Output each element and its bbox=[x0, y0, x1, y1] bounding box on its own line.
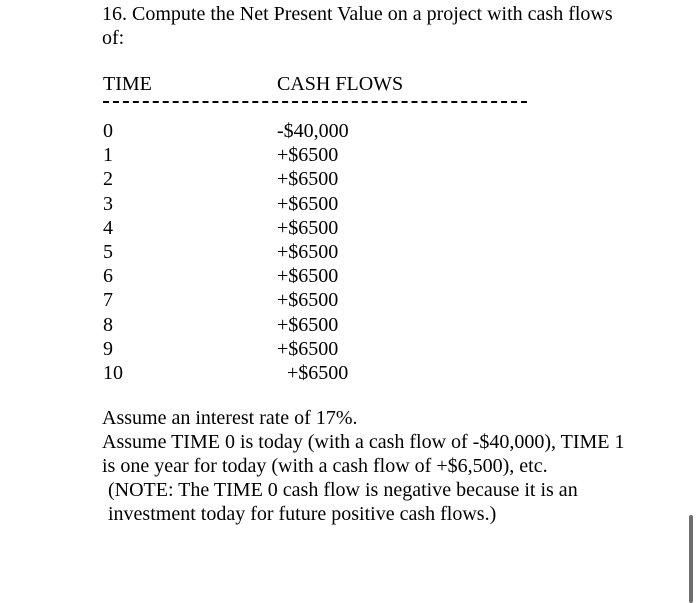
cash-flow-cell: +$6500 bbox=[277, 265, 339, 288]
cash-flow-cell: +$6500 bbox=[277, 313, 339, 336]
assumptions-block bbox=[102, 406, 642, 526]
time-cell: 6 bbox=[103, 265, 113, 288]
time-cell: 9 bbox=[103, 337, 113, 360]
table-row bbox=[103, 167, 403, 191]
cash-flow-cell: -$40,000 bbox=[277, 120, 349, 142]
scrollbar[interactable] bbox=[689, 515, 693, 603]
dashed-divider bbox=[103, 101, 527, 103]
table-row bbox=[103, 216, 403, 240]
cash-flow-cell: +$6500 bbox=[277, 192, 339, 215]
time-cell: 1 bbox=[103, 144, 113, 167]
time-cell: 3 bbox=[103, 192, 113, 215]
time-assumption-text: Assume TIME 0 is today (with a cash flow of -$40,000), TIME 1 is one year for today (with a cash flow of +$6,500), etc. bbox=[102, 431, 625, 477]
time-cell: 10 bbox=[103, 361, 123, 384]
time-cell: 7 bbox=[103, 289, 113, 312]
cash-flow-table bbox=[103, 119, 403, 385]
time-cell: 8 bbox=[103, 313, 113, 336]
time-cell: 2 bbox=[103, 168, 113, 191]
time-cell: 0 bbox=[103, 120, 113, 142]
cash-flow-cell: +$6500 bbox=[277, 144, 339, 167]
table-row bbox=[103, 313, 403, 337]
time-cell: 5 bbox=[103, 240, 113, 263]
table-row bbox=[103, 143, 403, 167]
question-text: 16. Compute the Net Present Value on a project with cash flows of: bbox=[102, 3, 613, 49]
cash-flows-column-header: CASH FLOWS bbox=[277, 73, 404, 95]
time-cell: 4 bbox=[103, 216, 113, 239]
table-row bbox=[103, 288, 403, 312]
time-column-header: TIME bbox=[103, 73, 152, 95]
table-row bbox=[103, 361, 403, 385]
cash-flow-cell: +$6500 bbox=[277, 289, 339, 312]
table-row bbox=[103, 264, 403, 288]
table-row bbox=[103, 192, 403, 216]
cash-flow-cell: +$6500 bbox=[277, 216, 339, 239]
interest-rate-text: Assume an interest rate of 17%. bbox=[102, 407, 358, 429]
table-row bbox=[103, 240, 403, 264]
table-row bbox=[103, 119, 403, 143]
cash-flow-cell: +$6500 bbox=[277, 240, 339, 263]
cash-flow-cell: +$6500 bbox=[287, 361, 349, 384]
table-row bbox=[103, 337, 403, 361]
cash-flow-cell: +$6500 bbox=[277, 168, 339, 191]
cash-flow-cell: +$6500 bbox=[277, 337, 339, 360]
note-text: (NOTE: The TIME 0 cash flow is negative because it is an investment today for future positive cash flows.) bbox=[108, 479, 578, 525]
